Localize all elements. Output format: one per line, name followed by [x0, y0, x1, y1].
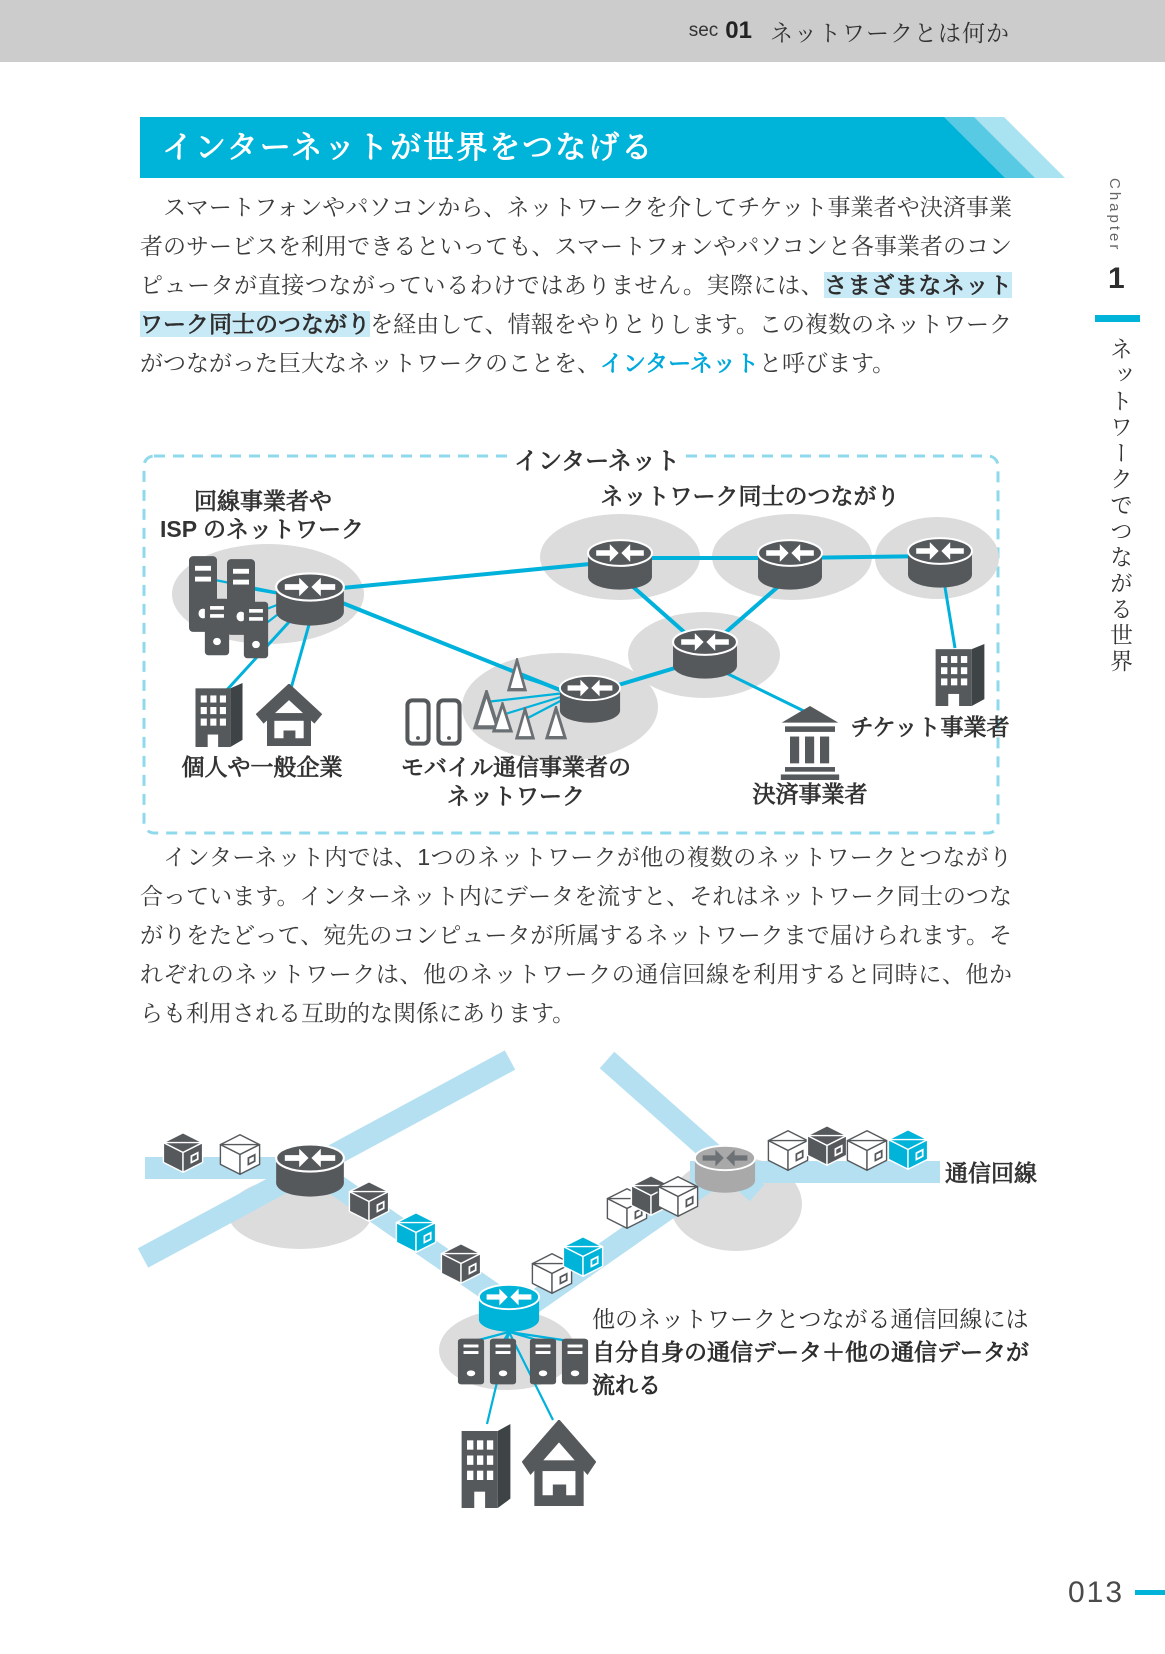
bank-icon — [781, 706, 839, 780]
chapter-title: ネットワークでつながる世界 — [1107, 337, 1133, 675]
house-icon — [526, 1431, 592, 1502]
header-band — [0, 0, 1165, 62]
office-building-icon — [195, 683, 242, 747]
communication-line-diagram — [135, 1050, 1165, 1530]
paragraph-2 — [140, 838, 1012, 1033]
smartphone-icon — [407, 700, 428, 743]
chapter-number: 1 — [1108, 262, 1125, 295]
packet-icon-dark — [807, 1126, 846, 1166]
page-title: インターネットが世界をつなげる — [162, 130, 655, 165]
para1-text: スマートフォンやパソコンから、ネットワークを介してチケット事業者や決済事業者のサービスを利用できるといっても、スマートフォンやパソコンと各事業者のコンピュータが直接つながっているわけではありません。実際には、 — [140, 194, 1012, 298]
caption-line2: 自分自身の通信データ＋他の通信データが — [592, 1339, 1029, 1365]
caption-line1: 他のネットワークとつながる通信回線には — [592, 1306, 1029, 1332]
router-icon — [673, 629, 737, 679]
mobile-label-line1: モバイル通信事業者の — [401, 754, 631, 780]
mobile-label-line2: ネットワーク — [447, 783, 585, 809]
router-icon — [479, 1285, 539, 1332]
router-icon — [276, 573, 344, 625]
section-title-banner — [140, 117, 1065, 178]
router-icon — [758, 540, 822, 590]
server-icon — [458, 1339, 484, 1385]
server-icon — [490, 1339, 516, 1385]
section-number: 01 — [725, 17, 752, 44]
diagram-title: インターネット — [514, 448, 680, 475]
server-icon — [205, 599, 229, 655]
isp-label-line2: ISP のネットワーク — [159, 516, 365, 542]
server-icon — [562, 1339, 588, 1385]
router-icon — [560, 676, 620, 723]
para1-highlight: さまざまなネットワーク同士のつながり — [140, 272, 1013, 337]
peering-label: ネットワーク同士のつながり — [600, 483, 900, 509]
chapter-label: Chapter — [1106, 178, 1123, 253]
router-icon — [276, 1144, 344, 1196]
line-label: 通信回線 — [945, 1160, 1037, 1186]
payment-label: 決済事業者 — [752, 781, 868, 807]
section-label: sec — [688, 20, 719, 41]
isp-label-line1: 回線事業者や — [194, 488, 332, 514]
router-icon — [908, 538, 972, 588]
users-label: 個人や一般企業 — [181, 754, 343, 780]
internet-diagram — [140, 430, 1015, 845]
paragraph-1 — [140, 188, 1012, 383]
caption-line3: 流れる — [592, 1372, 661, 1398]
para1-text3: と呼びます。 — [758, 350, 896, 376]
para2-text: インターネット内では、1つのネットワークが他の複数のネットワークとつながり合っています。インターネット内にデータを流すと、それはネットワーク同士のつながりをたどって、宛先のコンピュータが所属するネットワークまで届けられます。それぞれのネットワークは、他のネットワークの通信回線を利用すると同時に、他からも利用される互助的な関係にあります。 — [140, 844, 1012, 1026]
server-icon — [244, 602, 268, 658]
users-group — [195, 683, 318, 747]
para1-text2: を経由して、情報をやりとりします。この複数のネットワークがつながった巨大なネットワークのことを、 — [140, 311, 1013, 376]
office-building-icon — [462, 1424, 511, 1508]
router-icon — [588, 540, 652, 590]
section-name: ネットワークとは何か — [770, 19, 1010, 46]
ticket-label: チケット事業者 — [850, 714, 1010, 740]
office-building-icon — [936, 644, 985, 706]
router-icon — [695, 1146, 755, 1193]
para1-keyword: インターネット — [600, 350, 759, 376]
page-number-dash — [1135, 1590, 1165, 1595]
server-icon — [530, 1339, 556, 1385]
page-number: 013 — [1068, 1576, 1125, 1609]
house-icon — [260, 692, 319, 743]
smartphone-icon — [438, 700, 459, 743]
chapter-accent-bar — [1095, 315, 1140, 322]
